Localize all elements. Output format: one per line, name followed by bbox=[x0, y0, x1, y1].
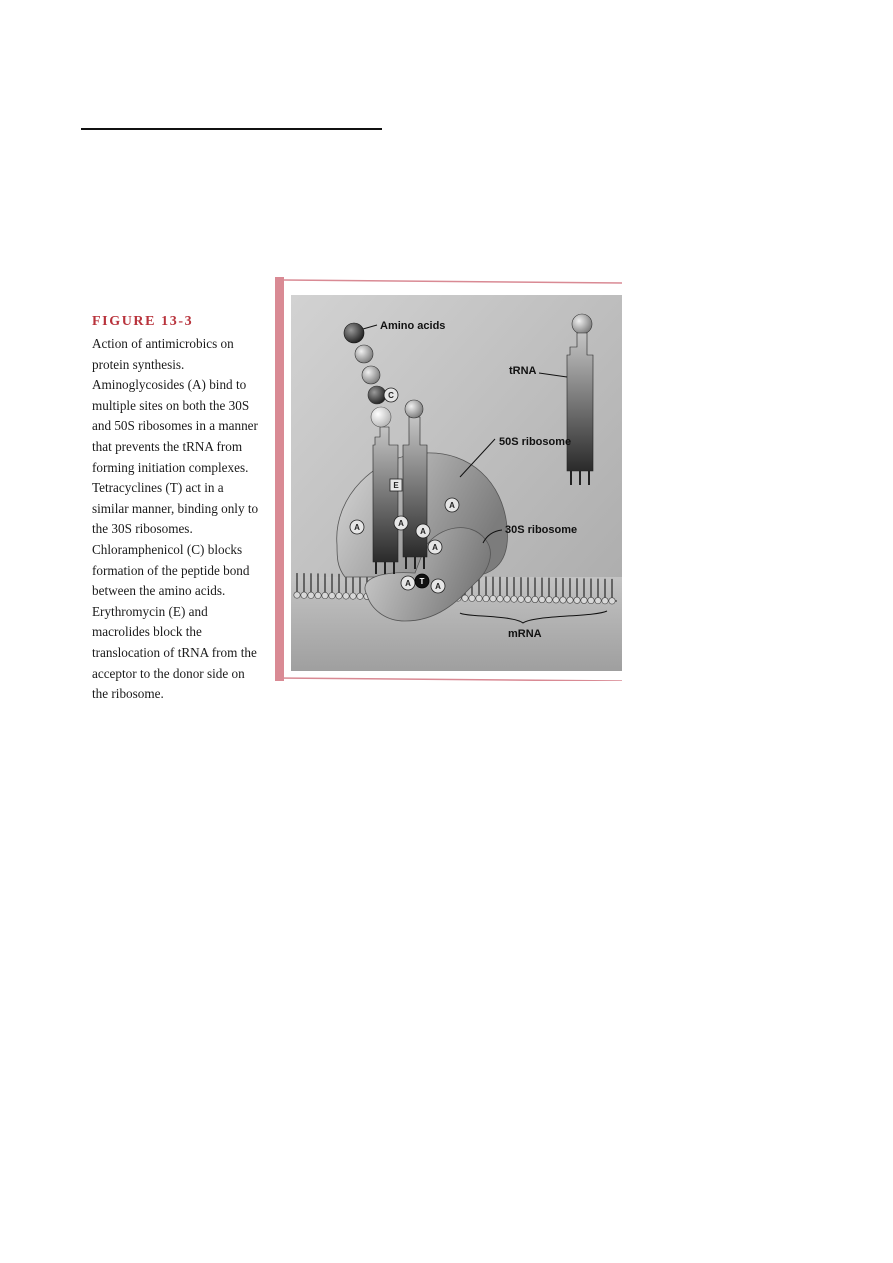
mrna-bead bbox=[462, 595, 468, 601]
aminoglycoside-marker bbox=[416, 524, 430, 538]
svg-text:A: A bbox=[398, 519, 404, 528]
mrna-bead bbox=[525, 596, 531, 602]
svg-text:A: A bbox=[420, 527, 426, 536]
ribosome-figure bbox=[275, 277, 622, 681]
svg-text:T: T bbox=[419, 577, 425, 586]
ribosome-50s-label: 50S ribosome bbox=[499, 436, 572, 448]
trna-label: tRNA bbox=[509, 365, 537, 377]
figure-caption bbox=[92, 314, 262, 705]
amino-acid-bead bbox=[344, 323, 364, 343]
frame-accent-bar bbox=[275, 277, 284, 681]
mrna-bead bbox=[497, 596, 503, 602]
mrna-bead bbox=[574, 597, 580, 603]
caption-text: Action of antimicrobics on protein synthesis. Aminoglycosides (A) bind to multiple sites on both the 30S and 50S ribosomes in a manner that prevents the tRNA from forming initiation complexes. Tetracyclines (T) act in a similar manner, binding only to the 30S ribosomes. Chloramphenicol (C) blocks formation of the peptide bond between the amino acids. Erythromycin (E) and macrolides block the translocation of tRNA from the acceptor to the donor side on the ribosome. bbox=[92, 336, 259, 702]
mrna-bead bbox=[518, 596, 524, 602]
svg-text:A: A bbox=[354, 523, 360, 532]
mrna-bead bbox=[483, 595, 489, 601]
aminoglycoside-marker bbox=[431, 579, 445, 593]
mrna-bead bbox=[336, 593, 342, 599]
erythromycin-marker bbox=[390, 479, 402, 491]
mrna-bead bbox=[588, 597, 594, 603]
mrna-bead bbox=[511, 596, 517, 602]
mrna-bead bbox=[315, 592, 321, 598]
figure-label: FIGURE 13-3 bbox=[92, 314, 194, 329]
mrna-bead bbox=[343, 593, 349, 599]
amino-acid-bead bbox=[368, 386, 386, 404]
mrna-bead bbox=[581, 597, 587, 603]
mrna-bead bbox=[308, 592, 314, 598]
svg-text:C: C bbox=[388, 391, 394, 400]
aminoglycoside-marker bbox=[394, 516, 408, 530]
mrna-bead bbox=[532, 596, 538, 602]
svg-text:A: A bbox=[432, 543, 438, 552]
amino-acids-label: Amino acids bbox=[380, 320, 446, 332]
ribosome-diagram bbox=[275, 277, 622, 681]
mrna-bead bbox=[350, 593, 356, 599]
mrna-bead bbox=[609, 598, 615, 604]
aminoglycoside-marker bbox=[350, 520, 364, 534]
mrna-bead bbox=[560, 597, 566, 603]
mrna-bead bbox=[490, 595, 496, 601]
mrna-bead bbox=[469, 595, 475, 601]
amino-acid-bead bbox=[405, 400, 423, 418]
tetracycline-marker bbox=[415, 574, 429, 588]
mrna-bead bbox=[546, 597, 552, 603]
free-trna-amino-acid bbox=[572, 314, 592, 334]
svg-text:A: A bbox=[405, 579, 411, 588]
mrna-bead bbox=[539, 596, 545, 602]
aminoglycoside-marker bbox=[428, 540, 442, 554]
amino-acid-bead bbox=[371, 407, 391, 427]
mrna-bead bbox=[504, 596, 510, 602]
mrna-label: mRNA bbox=[508, 628, 542, 640]
ribosome-30s-label: 30S ribosome bbox=[505, 524, 578, 536]
aminoglycoside-marker bbox=[401, 576, 415, 590]
mrna-bead bbox=[553, 597, 559, 603]
mrna-bead bbox=[329, 592, 335, 598]
svg-text:A: A bbox=[449, 501, 455, 510]
amino-acid-bead bbox=[362, 366, 380, 384]
svg-text:A: A bbox=[435, 582, 441, 591]
mrna-bead bbox=[602, 598, 608, 604]
trna-bound-left bbox=[373, 427, 398, 562]
top-rule bbox=[81, 128, 382, 130]
mrna-bead bbox=[357, 593, 363, 599]
mrna-bead bbox=[595, 597, 601, 603]
mrna-bead bbox=[301, 592, 307, 598]
mrna-bead bbox=[322, 592, 328, 598]
mrna-bead bbox=[294, 592, 300, 598]
mrna-bead bbox=[476, 595, 482, 601]
svg-text:E: E bbox=[393, 481, 399, 490]
mrna-bead bbox=[567, 597, 573, 603]
aminoglycoside-marker bbox=[445, 498, 459, 512]
chloramphenicol-marker bbox=[384, 388, 398, 402]
amino-acid-bead bbox=[355, 345, 373, 363]
